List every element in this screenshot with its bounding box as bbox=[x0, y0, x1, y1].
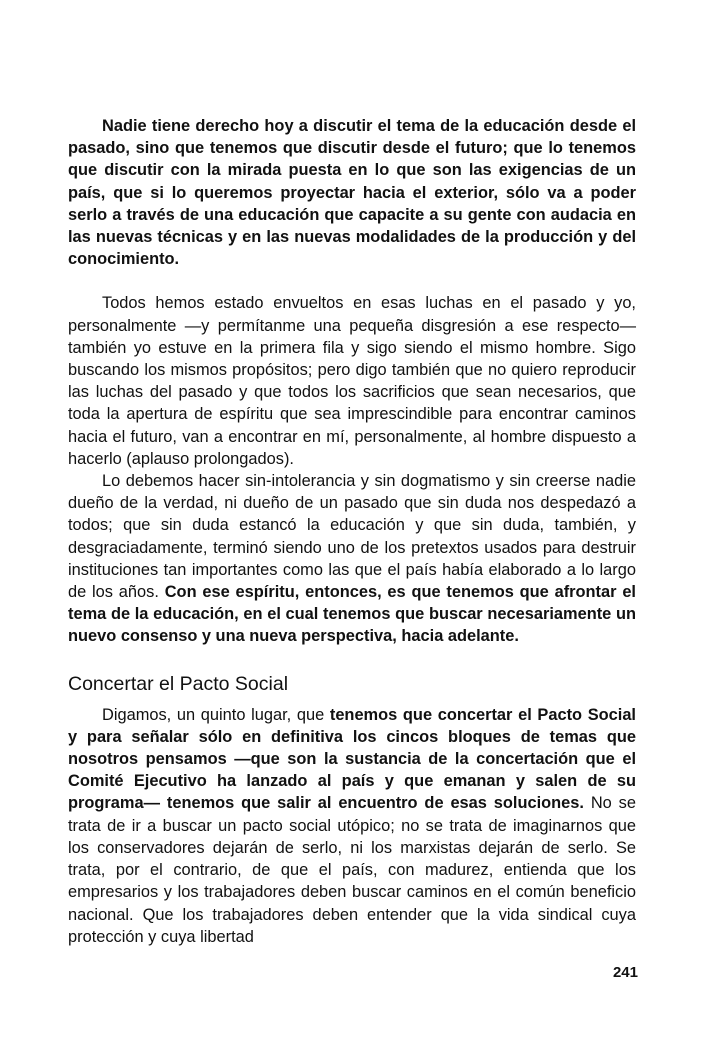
section-heading: Concertar el Pacto Social bbox=[68, 672, 289, 695]
paragraph-4-bold-text: tenemos que concertar el Pacto Social y para señalar sólo en definitiva los cincos bloques de temas que nosotros pensamos —que son la sustancia de la concertación que el Comité Ejecutivo ha lanzado al país y que emanan y salen de su programa— tenemos que salir al encuentro de esas soluciones. bbox=[68, 705, 636, 813]
paragraph-2: Todos hemos estado envueltos en esas luchas en el pasado y yo, personalmente —y permítanme una pequeña disgresión a ese respecto— también yo estuve en la primera fila y sigo siendo el mismo hombre. Sigo buscando los mismos propósitos; pero digo también que no quiero reproducir las luchas del pasado y que todos los sacrificios que sean necesarios, que toda la apertura de espíritu que sea imprescindible para encontrar caminos hacia el futuro, van a encontrar en mí, personalmente, al hombre dispuesto a hacerlo (aplauso prolongados). bbox=[68, 294, 636, 468]
paragraph-1: Nadie tiene derecho hoy a discutir el tema de la educación desde el pasado, sino que tenemos que discutir desde el futuro; que lo tenemos que discutir con la mirada puesta en lo que son las exigencias de un país, que si lo queremos proyectar hacia el exterior, sólo va a poder serlo a través de una educación que capacite a su gente con audacia en las nuevas técnicas y en las nuevas modalidades de la producción y del conocimiento. bbox=[68, 117, 636, 269]
document-page bbox=[68, 115, 636, 948]
paragraph-3-bold-text: Con ese espíritu, entonces, es que tenemos que afrontar el tema de la educación, en el cual tenemos que buscar necesariamente un nuevo consenso y una nueva perspectiva, hacia adelante. bbox=[68, 583, 636, 646]
page-number: 241 bbox=[612, 964, 638, 981]
paragraph-3-text: Lo debemos hacer sin-intolerancia y sin dogmatismo y sin creerse nadie dueño de la verdad, ni dueño de un pasado que sin duda nos despedazó a todos; que sin duda estancó la educación y que sin duda, también, y desgraciadamente, terminó siendo uno de los pretextos usados para destruir instituciones tan importantes como las que el país había elaborado a lo largo de los años. bbox=[68, 472, 636, 602]
paragraph-4 bbox=[68, 704, 636, 948]
paragraph-3 bbox=[68, 470, 636, 648]
paragraph-4-text-start: Digamos, un quinto lugar, que bbox=[102, 705, 330, 724]
paragraph-4-text-end: No se trata de ir a buscar un pacto social utópico; no se trata de imaginarnos que los conservadores dejarán de serlo, ni los marxistas dejarán de serlo. Se trata, por el contrario, de que el país, con madurez, entienda que los empresarios y los trabajadores deben buscar caminos en el común beneficio nacional. Que los trabajadores deben entender que la vida sindical cuya protección y cuya libertad bbox=[68, 794, 636, 946]
